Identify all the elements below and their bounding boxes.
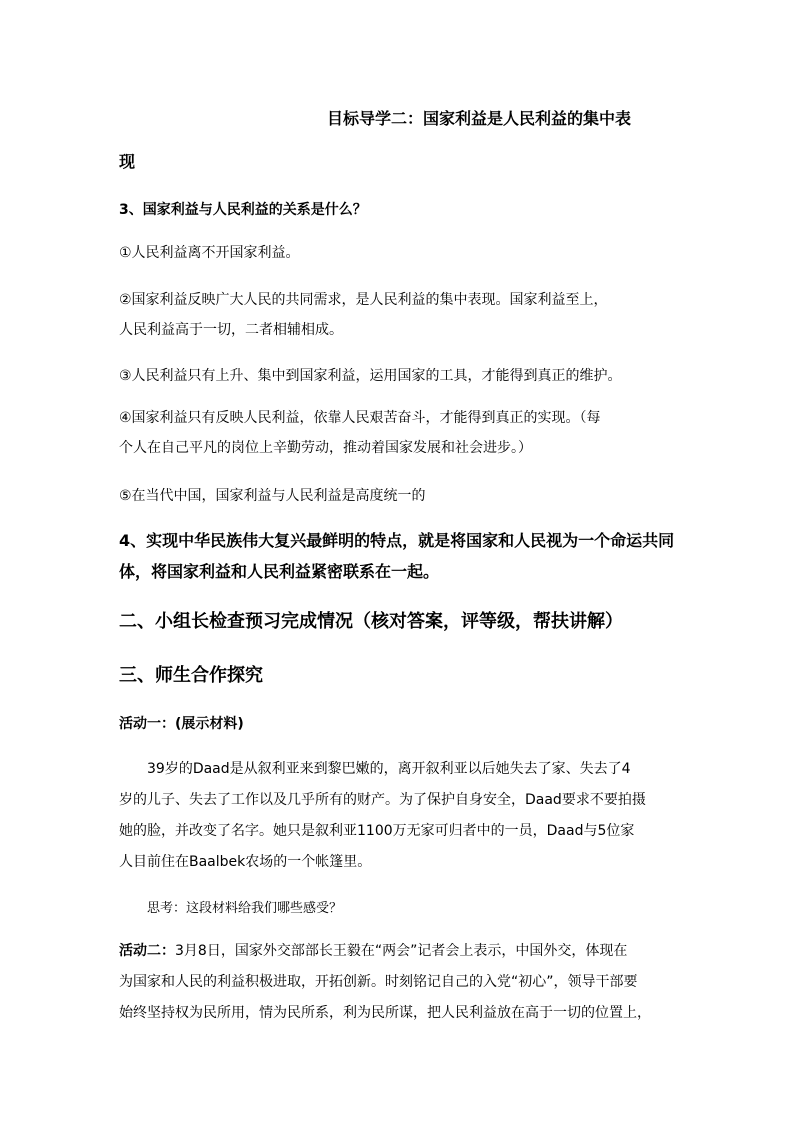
activity-1-text-line4: 人目前住在Baalbek农场的一个帐篷里。 <box>119 854 372 870</box>
answer-point-1: ①人民利益离不开国家利益。 <box>119 245 300 261</box>
activity-2-line1 <box>119 940 627 960</box>
section-title-line1: 目标导学二：国家利益是人民利益的集中表 <box>327 109 632 128</box>
question-4-line1: 4、实现中华民族伟大复兴最鲜明的特点，就是将国家和人民视为一个命运共同 <box>119 531 675 550</box>
activity-2-line2: 为国家和人民的利益积极进取，开拓创新。时刻铭记自己的入党“初心”，领导干部要 <box>119 974 638 990</box>
answer-point-4-line2: 个人在自己平凡的岗位上辛勤劳动，推动着国家发展和社会进步。） <box>119 440 532 456</box>
activity-1-text-line1: 39岁的Daad是从叙利亚来到黎巴嫩的，离开叙利亚以后她失去了家、失去了4 <box>147 761 631 777</box>
activity-1-question: 思考：这段材料给我们哪些感受？ <box>147 901 343 916</box>
question-4-line2: 体，将国家利益和人民利益紧密联系在一起。 <box>119 562 440 581</box>
section-title-line2: 现 <box>119 152 136 171</box>
activity-1-text-line2: 岁的儿子、失去了工作以及几乎所有的财产。为了保护自身安全，Daad要求不要拍摄 <box>119 792 646 808</box>
answer-point-3: ③人民利益只有上升、集中到国家利益，运用国家的工具，才能得到真正的维护。 <box>119 368 622 384</box>
activity-2-line1-text: 3月8日，国家外交部部长王毅在“两会”记者会上表示，中国外交，体现在 <box>175 943 628 959</box>
section-3-heading: 三、师生合作探究 <box>119 665 263 686</box>
answer-point-2-line1: ②国家利益反映广大人民的共同需求，是人民利益的集中表现。国家利益至上， <box>119 292 608 308</box>
answer-point-5: ⑤在当代中国，国家利益与人民利益是高度统一的 <box>119 488 426 504</box>
activity-2-line3: 始终坚持权为民所用，情为民所系，利为民所谋，把人民利益放在高于一切的位置上， <box>119 1005 651 1021</box>
question-3-heading: 3、国家利益与人民利益的关系是什么？ <box>119 202 367 218</box>
activity-1-text-line3: 她的脸，并改变了名字。她只是叙利亚1100万无家可归者中的一员，Daad与5位家 <box>119 823 635 839</box>
answer-point-2-line2: 人民利益高于一切，二者相辅相成。 <box>119 322 343 338</box>
answer-point-4-line1: ④国家利益只有反映人民利益，依靠人民艰苦奋斗，才能得到真正的实现。（每 <box>119 410 601 426</box>
section-2-heading: 二、小组长检查预习完成情况（核对答案，评等级，帮扶讲解） <box>119 611 623 632</box>
activity-2-label: 活动二： <box>119 943 175 959</box>
activity-1-heading: 活动一：(展示材料) <box>119 716 244 732</box>
